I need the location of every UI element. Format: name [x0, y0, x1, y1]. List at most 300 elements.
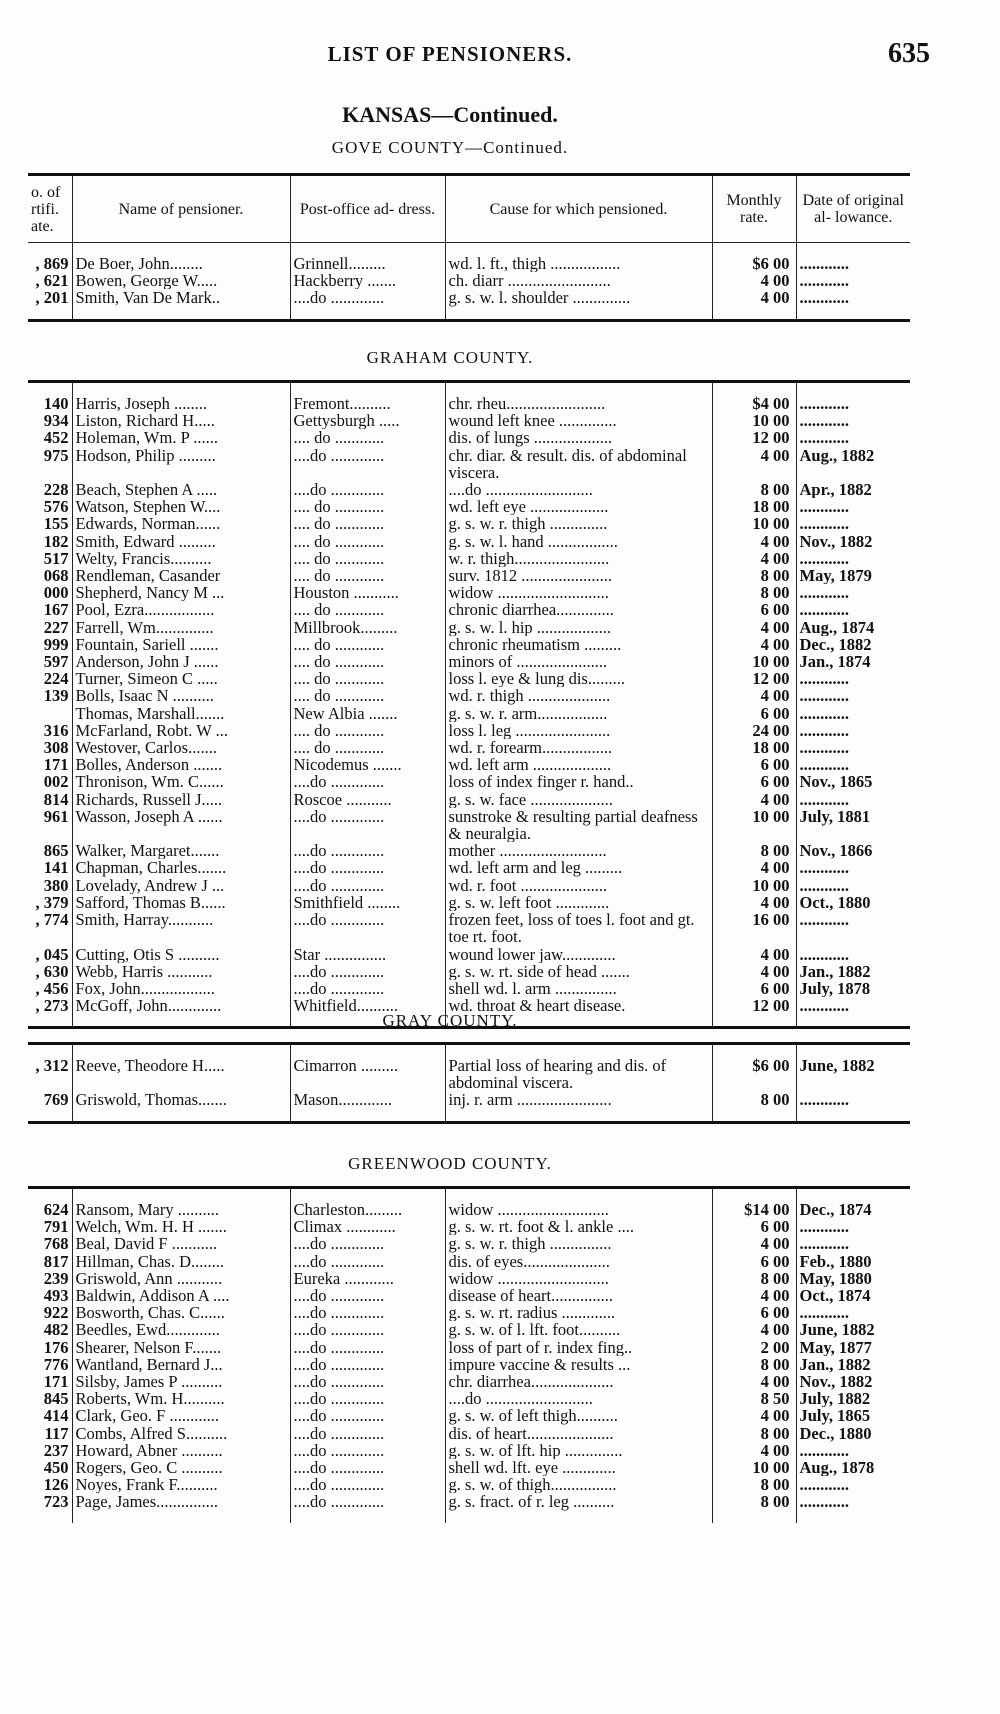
cert-number-cell: 576 — [43, 498, 69, 516]
monthly-rate-cell: 18 00 — [712, 739, 796, 756]
allowance-date-cell: ............ — [796, 705, 910, 722]
table-spacer-row — [28, 1511, 910, 1523]
table-row — [28, 289, 910, 306]
allowance-date-cell: Oct., 1880 — [796, 894, 910, 911]
pensioner-name-cell: Westover, Carlos....... — [72, 739, 290, 756]
pensioner-name-cell: Bosworth, Chas. C...... — [72, 1304, 290, 1321]
cause-cell: dis. of lungs ................... — [445, 429, 712, 446]
cert-number-cell: 228 — [43, 481, 69, 499]
monthly-rate-cell: 4 00 — [712, 272, 796, 289]
cert-number-cell: 140 — [43, 395, 69, 413]
monthly-rate-cell: 24 00 — [712, 722, 796, 739]
monthly-rate-cell: 8 00 — [712, 1091, 796, 1108]
allowance-date-cell: Aug., 1874 — [796, 619, 910, 636]
col-name: Name of pensioner. — [72, 175, 290, 243]
cause-cell: chr. diarrhea.................... — [445, 1373, 712, 1390]
cause-cell: chr. rheu........................ — [445, 395, 712, 412]
cause-cell: g. s. w. face .................... — [445, 791, 712, 808]
table-row — [28, 670, 910, 687]
post-office-cell: Hackberry ....... — [290, 272, 445, 289]
allowance-date-cell: ............ — [796, 1476, 910, 1493]
monthly-rate-cell: 4 00 — [712, 946, 796, 963]
monthly-rate-cell: 4 00 — [712, 859, 796, 876]
post-office-cell: ....do ............. — [290, 773, 445, 790]
allowance-date-cell: Nov., 1882 — [796, 1373, 910, 1390]
monthly-rate-cell: 12 00 — [712, 670, 796, 687]
cert-number-cell: 934 — [43, 412, 69, 430]
post-office-cell: .... do ............ — [290, 739, 445, 756]
table-spacer-row — [28, 1189, 910, 1201]
table-row — [28, 272, 910, 289]
pensioner-name-cell: Hodson, Philip ......... — [72, 447, 290, 481]
cert-number-cell: , 273 — [35, 997, 69, 1015]
pensioner-name-cell: Bolls, Isaac N .......... — [72, 687, 290, 704]
post-office-cell: .... do ............ — [290, 533, 445, 550]
cause-cell: w. r. thigh....................... — [445, 550, 712, 567]
monthly-rate-cell: 4 00 — [712, 894, 796, 911]
monthly-rate-cell: 4 00 — [712, 963, 796, 980]
cause-cell: loss l. leg ....................... — [445, 722, 712, 739]
cert-number-cell: 450 — [43, 1459, 69, 1477]
cert-number-cell: 182 — [43, 532, 69, 550]
allowance-date-cell: July, 1881 — [796, 808, 910, 842]
post-office-cell: ....do ............. — [290, 447, 445, 481]
table-row — [28, 601, 910, 618]
monthly-rate-cell: $6 00 — [712, 1057, 796, 1091]
cert-number-cell: 068 — [43, 567, 69, 585]
cause-cell: sunstroke & resulting partial deafness & neuralgia. — [445, 808, 712, 842]
pensioner-name-cell: Smith, Edward ......... — [72, 533, 290, 550]
pensioner-name-cell: Anderson, John J ...... — [72, 653, 290, 670]
table-spacer-row — [28, 243, 910, 256]
monthly-rate-cell: 10 00 — [712, 412, 796, 429]
table-row — [28, 255, 910, 272]
cert-number-cell: 167 — [43, 601, 69, 619]
cert-number-cell: 227 — [43, 618, 69, 636]
table-row — [28, 1476, 910, 1493]
table-row — [28, 1356, 910, 1373]
table-row — [28, 946, 910, 963]
pensioner-name-cell: Wantland, Bernard J... — [72, 1356, 290, 1373]
monthly-rate-cell: 18 00 — [712, 498, 796, 515]
post-office-cell: ....do ............. — [290, 1321, 445, 1338]
cause-cell: g. s. w. of left thigh.......... — [445, 1407, 712, 1424]
table-header-row — [28, 175, 910, 243]
county-title: GRAHAM COUNTY. — [366, 348, 534, 367]
post-office-cell: ....do ............. — [290, 1390, 445, 1407]
monthly-rate-cell: 8 00 — [712, 842, 796, 859]
cause-cell: inj. r. arm ....................... — [445, 1091, 712, 1108]
pensioner-name-cell: Griswold, Thomas....... — [72, 1091, 290, 1108]
cause-cell: ch. diarr ......................... — [445, 272, 712, 289]
post-office-cell: .... do ............ — [290, 722, 445, 739]
monthly-rate-cell: 4 00 — [712, 447, 796, 481]
cause-cell: g. s. w. r. arm................. — [445, 705, 712, 722]
post-office-cell: ....do ............. — [290, 1476, 445, 1493]
monthly-rate-cell: 4 00 — [712, 619, 796, 636]
cert-number-cell: 961 — [43, 807, 69, 826]
cause-cell: wound left knee .............. — [445, 412, 712, 429]
table-row — [28, 1390, 910, 1407]
cause-cell: g. s. fract. of r. leg .......... — [445, 1493, 712, 1510]
pensioner-name-cell: Combs, Alfred S.......... — [72, 1425, 290, 1442]
cert-number-cell: , 869 — [35, 255, 69, 273]
post-office-cell: .... do ............ — [290, 515, 445, 532]
cert-number-cell: 999 — [43, 635, 69, 654]
allowance-date-cell: ............ — [796, 1235, 910, 1252]
pensioner-name-cell: Welch, Wm. H. H ....... — [72, 1218, 290, 1235]
cause-cell: wd. r. forearm................. — [445, 739, 712, 756]
cause-cell: widow ........................... — [445, 1270, 712, 1287]
allowance-date-cell: ............ — [796, 1304, 910, 1321]
monthly-rate-cell: 4 00 — [712, 1373, 796, 1390]
allowance-date-cell: June, 1882 — [796, 1321, 910, 1338]
allowance-date-cell: ............ — [796, 911, 910, 945]
monthly-rate-cell: 4 00 — [712, 1235, 796, 1252]
monthly-rate-cell: $6 00 — [712, 255, 796, 272]
cert-number-cell: 845 — [43, 1390, 69, 1408]
col-post-office: Post-office ad- dress. — [290, 175, 445, 243]
cert-number-cell: 414 — [43, 1407, 69, 1425]
monthly-rate-cell: 6 00 — [712, 1304, 796, 1321]
cause-cell: widow ........................... — [445, 1201, 712, 1218]
monthly-rate-cell: 4 00 — [712, 533, 796, 550]
pensioner-name-cell: Harris, Joseph ........ — [72, 395, 290, 412]
post-office-cell: .... do ............ — [290, 687, 445, 704]
monthly-rate-cell: $14 00 — [712, 1201, 796, 1218]
post-office-cell: Fremont.......... — [290, 395, 445, 412]
pensioner-name-cell: Fox, John.................. — [72, 980, 290, 997]
cert-number-cell: 316 — [43, 721, 69, 740]
cert-number-cell: , 045 — [35, 945, 69, 963]
cause-cell: loss of index finger r. hand.. — [445, 773, 712, 790]
cert-number-cell: 776 — [43, 1355, 69, 1374]
pensioner-name-cell: Smith, Van De Mark.. — [72, 289, 290, 306]
pensioner-name-cell: De Boer, John........ — [72, 255, 290, 272]
cause-cell: loss of part of r. index fing.. — [445, 1339, 712, 1356]
monthly-rate-cell: 4 00 — [712, 1287, 796, 1304]
pensioner-name-cell: Rendleman, Casander — [72, 567, 290, 584]
table-row — [28, 533, 910, 550]
cause-cell: ....do .......................... — [445, 1390, 712, 1407]
monthly-rate-cell: 8 00 — [712, 567, 796, 584]
cause-cell: mother .......................... — [445, 842, 712, 859]
cause-cell: Partial loss of hearing and dis. of abdominal viscera. — [445, 1057, 712, 1091]
allowance-date-cell: ............ — [796, 412, 910, 429]
table-row — [28, 791, 910, 808]
pensioner-name-cell: Page, James............... — [72, 1493, 290, 1510]
post-office-cell: .... do ............ — [290, 550, 445, 567]
monthly-rate-cell: 8 00 — [712, 1476, 796, 1493]
allowance-date-cell: ............ — [796, 395, 910, 412]
cause-cell: wd. left arm ................... — [445, 756, 712, 773]
cert-number-cell — [28, 705, 72, 722]
cert-number-cell: , 312 — [35, 1057, 69, 1075]
table-row — [28, 1235, 910, 1252]
table-row — [28, 481, 910, 498]
cause-cell: frozen feet, loss of toes l. foot and gt. toe rt. foot. — [445, 911, 712, 945]
table-row — [28, 395, 910, 412]
monthly-rate-cell: 16 00 — [712, 911, 796, 945]
cause-cell: g. s. w. l. hip .................. — [445, 619, 712, 636]
cause-cell: loss l. eye & lung dis......... — [445, 670, 712, 687]
col-rate: Monthly rate. — [712, 175, 796, 243]
post-office-cell: Cimarron ......... — [290, 1057, 445, 1091]
page-number: 635 — [888, 38, 930, 69]
table-row — [28, 722, 910, 739]
table-row — [28, 515, 910, 532]
post-office-cell: ....do ............. — [290, 1425, 445, 1442]
pensioner-name-cell: Richards, Russell J..... — [72, 791, 290, 808]
monthly-rate-cell: 4 00 — [712, 550, 796, 567]
table-row — [28, 773, 910, 790]
post-office-cell: Mason............. — [290, 1091, 445, 1108]
monthly-rate-cell: 8 50 — [712, 1390, 796, 1407]
pensioner-name-cell: Smith, Harray........... — [72, 911, 290, 945]
table-row — [28, 1459, 910, 1476]
allowance-date-cell: Oct., 1874 — [796, 1287, 910, 1304]
cert-number-cell: 224 — [43, 670, 69, 688]
monthly-rate-cell: 12 00 — [712, 997, 796, 1014]
pensioner-name-cell: Walker, Margaret....... — [72, 842, 290, 859]
table-row — [28, 1407, 910, 1424]
allowance-date-cell: ............ — [796, 687, 910, 704]
post-office-cell: ....do ............. — [290, 1407, 445, 1424]
monthly-rate-cell: 8 00 — [712, 584, 796, 601]
col-date: Date of original al- lowance. — [796, 175, 910, 243]
table-row — [28, 1442, 910, 1459]
table-row — [28, 980, 910, 997]
cause-cell: wd. left eye ................... — [445, 498, 712, 515]
post-office-cell: Climax ............ — [290, 1218, 445, 1235]
monthly-rate-cell: 4 00 — [712, 1407, 796, 1424]
cert-number-cell: , 774 — [35, 911, 69, 930]
table-row — [28, 653, 910, 670]
allowance-date-cell: Dec., 1882 — [796, 636, 910, 653]
pensioner-name-cell: Thronison, Wm. C...... — [72, 773, 290, 790]
allowance-date-cell: July, 1882 — [796, 1390, 910, 1407]
cert-number-cell: 452 — [43, 429, 69, 447]
cause-cell: g. s. w. r. thigh ............... — [445, 1235, 712, 1252]
allowance-date-cell: June, 1882 — [796, 1057, 910, 1091]
allowance-date-cell: Jan., 1882 — [796, 1356, 910, 1373]
cert-number-cell: , 630 — [35, 962, 69, 980]
pensioner-name-cell: Bolles, Anderson ....... — [72, 756, 290, 773]
post-office-cell: .... do ............ — [290, 636, 445, 653]
pensioner-name-cell: Hillman, Chas. D........ — [72, 1253, 290, 1270]
cert-number-cell: 791 — [43, 1218, 69, 1236]
cert-number-cell: 493 — [43, 1287, 69, 1305]
county-table — [28, 1045, 910, 1124]
allowance-date-cell: ............ — [796, 289, 910, 306]
monthly-rate-cell: 10 00 — [712, 808, 796, 842]
post-office-cell: .... do ............ — [290, 567, 445, 584]
cert-number-cell: 117 — [44, 1424, 69, 1442]
cert-number-cell: 171 — [43, 1373, 69, 1391]
post-office-cell: ....do ............. — [290, 980, 445, 997]
county-title: GREENWOOD COUNTY. — [348, 1154, 552, 1173]
cert-number-cell: 597 — [43, 653, 69, 671]
pensioner-name-cell: Watson, Stephen W.... — [72, 498, 290, 515]
cert-number-cell: 814 — [43, 790, 69, 808]
pensioner-name-cell: Holeman, Wm. P ...... — [72, 429, 290, 446]
allowance-date-cell: ............ — [796, 550, 910, 567]
pensioner-name-cell: Farrell, Wm.............. — [72, 619, 290, 636]
monthly-rate-cell: $4 00 — [712, 395, 796, 412]
monthly-rate-cell: 10 00 — [712, 1459, 796, 1476]
table-row — [28, 911, 910, 945]
allowance-date-cell: Nov., 1882 — [796, 533, 910, 550]
allowance-date-cell: ............ — [796, 1218, 910, 1235]
monthly-rate-cell: 6 00 — [712, 756, 796, 773]
post-office-cell: Star ............... — [290, 946, 445, 963]
allowance-date-cell: ............ — [796, 1091, 910, 1108]
allowance-date-cell: ............ — [796, 272, 910, 289]
table-spacer-row — [28, 1109, 910, 1123]
allowance-date-cell: ............ — [796, 946, 910, 963]
allowance-date-cell: Jan., 1874 — [796, 653, 910, 670]
pensioner-name-cell: Edwards, Norman...... — [72, 515, 290, 532]
county-title: GOVE COUNTY—Continued. — [331, 138, 569, 157]
post-office-cell: ....do ............. — [290, 1459, 445, 1476]
allowance-date-cell: ............ — [796, 429, 910, 446]
pensioner-name-cell: Bowen, George W..... — [72, 272, 290, 289]
monthly-rate-cell: 8 00 — [712, 1356, 796, 1373]
cause-cell: g. s. w. r. thigh .............. — [445, 515, 712, 532]
post-office-cell: Charleston......... — [290, 1201, 445, 1218]
post-office-cell: ....do ............. — [290, 963, 445, 980]
post-office-cell: ....do ............. — [290, 1493, 445, 1510]
allowance-date-cell: ............ — [796, 1442, 910, 1459]
pensioner-name-cell: Safford, Thomas B...... — [72, 894, 290, 911]
pensioner-name-cell: Chapman, Charles....... — [72, 859, 290, 876]
pensioner-name-cell: Webb, Harris ........... — [72, 963, 290, 980]
cause-cell: g. s. w. l. shoulder .............. — [445, 289, 712, 306]
cert-number-cell: 482 — [43, 1321, 69, 1339]
allowance-date-cell: ............ — [796, 584, 910, 601]
allowance-date-cell: ............ — [796, 498, 910, 515]
pensioner-name-cell: Howard, Abner .......... — [72, 1442, 290, 1459]
pensioner-name-cell: Shepherd, Nancy M ... — [72, 584, 290, 601]
cause-cell: impure vaccine & results ... — [445, 1356, 712, 1373]
cause-cell: g. s. w. rt. foot & l. ankle .... — [445, 1218, 712, 1235]
monthly-rate-cell: 4 00 — [712, 289, 796, 306]
allowance-date-cell: Aug., 1878 — [796, 1459, 910, 1476]
pensioner-name-cell: Roberts, Wm. H.......... — [72, 1390, 290, 1407]
pensioner-name-cell: Baldwin, Addison A .... — [72, 1287, 290, 1304]
allowance-date-cell: ............ — [796, 255, 910, 272]
monthly-rate-cell: 12 00 — [712, 429, 796, 446]
post-office-cell: New Albia ....... — [290, 705, 445, 722]
pensioner-name-cell: Pool, Ezra................. — [72, 601, 290, 618]
cert-number-cell: 171 — [43, 756, 69, 774]
table-row — [28, 1270, 910, 1287]
allowance-date-cell: ............ — [796, 739, 910, 756]
monthly-rate-cell: 8 00 — [712, 481, 796, 498]
allowance-date-cell: Nov., 1866 — [796, 842, 910, 859]
monthly-rate-cell: 6 00 — [712, 705, 796, 722]
cause-cell: g. s. w. left foot ............. — [445, 894, 712, 911]
allowance-date-cell: ............ — [796, 1493, 910, 1510]
monthly-rate-cell: 8 00 — [712, 1425, 796, 1442]
col-cert-no: o. of rtifi. ate. — [28, 175, 72, 243]
table-row — [28, 1339, 910, 1356]
monthly-rate-cell: 4 00 — [712, 636, 796, 653]
post-office-cell: Millbrook......... — [290, 619, 445, 636]
table-row — [28, 1321, 910, 1338]
table-row — [28, 1218, 910, 1235]
table-spacer-row — [28, 383, 910, 395]
allowance-date-cell: May, 1877 — [796, 1339, 910, 1356]
cause-cell: disease of heart............... — [445, 1287, 712, 1304]
allowance-date-cell: ............ — [796, 791, 910, 808]
cert-number-cell: 308 — [43, 739, 69, 757]
cause-cell: g. s. w. l. hand ................. — [445, 533, 712, 550]
pensioner-name-cell: Lovelady, Andrew J ... — [72, 877, 290, 894]
pensioner-name-cell: Beedles, Ewd............. — [72, 1321, 290, 1338]
cause-cell: dis. of eyes..................... — [445, 1253, 712, 1270]
pensioner-name-cell: Reeve, Theodore H..... — [72, 1057, 290, 1091]
cert-number-cell: 002 — [43, 773, 69, 791]
table-row — [28, 739, 910, 756]
allowance-date-cell: Feb., 1880 — [796, 1253, 910, 1270]
cert-number-cell: 517 — [43, 549, 69, 568]
post-office-cell: ....do ............. — [290, 842, 445, 859]
pensioner-name-cell: Welty, Francis.......... — [72, 550, 290, 567]
table-row — [28, 894, 910, 911]
table-row — [28, 429, 910, 446]
monthly-rate-cell: 4 00 — [712, 687, 796, 704]
monthly-rate-cell: 10 00 — [712, 877, 796, 894]
post-office-cell: ....do ............. — [290, 1442, 445, 1459]
pensioner-name-cell: Shearer, Nelson F....... — [72, 1339, 290, 1356]
pensioner-name-cell: Liston, Richard H..... — [72, 412, 290, 429]
table-row — [28, 1493, 910, 1510]
post-office-cell: ....do ............. — [290, 877, 445, 894]
post-office-cell: Whitfield.......... — [290, 997, 445, 1014]
cert-number-cell: , 456 — [35, 979, 69, 998]
table-row — [28, 877, 910, 894]
cert-number-cell: , 379 — [35, 893, 69, 912]
state-title: KANSAS—Continued. — [342, 102, 558, 127]
allowance-date-cell: May, 1880 — [796, 1270, 910, 1287]
allowance-date-cell: July, 1878 — [796, 980, 910, 997]
monthly-rate-cell: 4 00 — [712, 1442, 796, 1459]
allowance-date-cell: ............ — [796, 756, 910, 773]
cert-number-cell: 141 — [43, 859, 69, 877]
cause-cell: dis. of heart..................... — [445, 1425, 712, 1442]
pensioner-name-cell: Cutting, Otis S .......... — [72, 946, 290, 963]
county-title: GRAY COUNTY. — [382, 1011, 518, 1030]
post-office-cell: ....do ............. — [290, 859, 445, 876]
cert-number-cell: 126 — [43, 1476, 69, 1494]
table-row — [28, 963, 910, 980]
table-row — [28, 447, 910, 481]
monthly-rate-cell: 2 00 — [712, 1339, 796, 1356]
table-row — [28, 636, 910, 653]
monthly-rate-cell: 6 00 — [712, 1218, 796, 1235]
cause-cell: chronic rheumatism ......... — [445, 636, 712, 653]
cause-cell: ....do .......................... — [445, 481, 712, 498]
cert-number-cell: 624 — [43, 1201, 69, 1219]
cause-cell: widow ........................... — [445, 584, 712, 601]
cause-cell: shell wd. lft. eye ............. — [445, 1459, 712, 1476]
allowance-date-cell: Dec., 1880 — [796, 1425, 910, 1442]
pensioner-name-cell: Turner, Simeon C ..... — [72, 670, 290, 687]
cert-number-cell: 922 — [43, 1304, 69, 1322]
allowance-date-cell: ............ — [796, 601, 910, 618]
cause-cell: g. s. w. of thigh................ — [445, 1476, 712, 1493]
